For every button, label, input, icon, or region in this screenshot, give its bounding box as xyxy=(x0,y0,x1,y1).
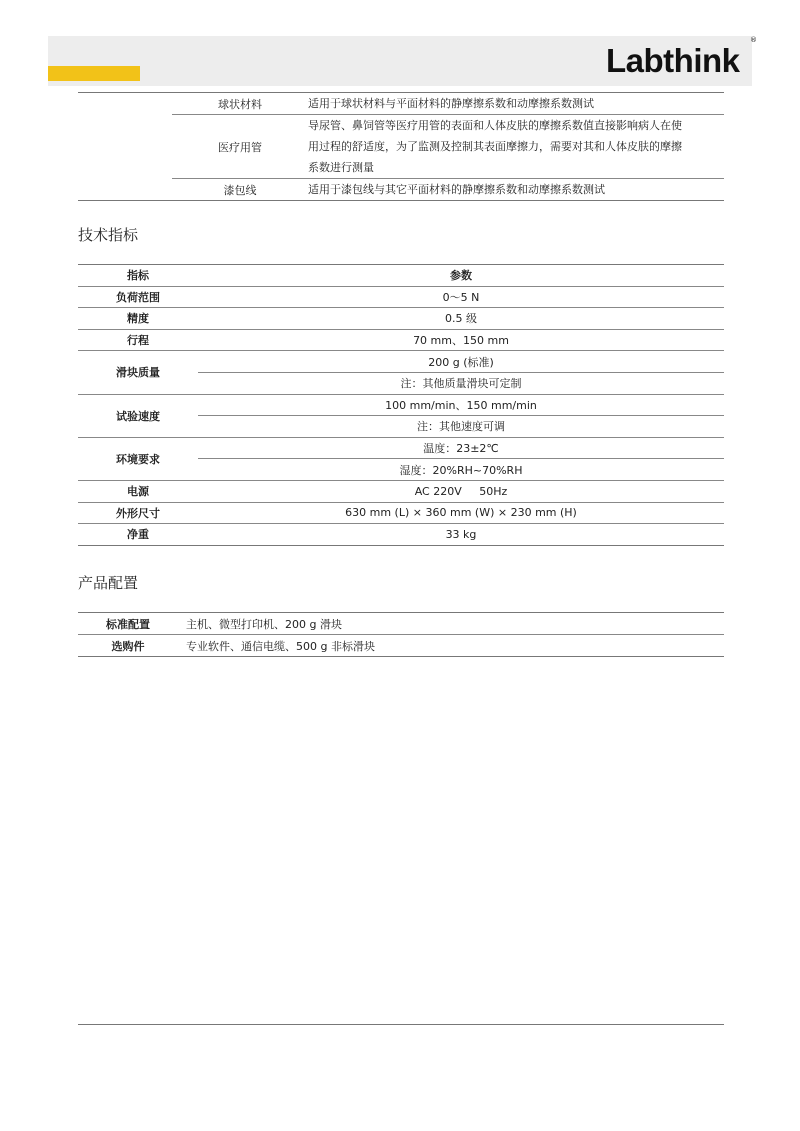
table-row: 选购件 专业软件、通信电缆、500 g 非标滑块 xyxy=(78,635,724,657)
accent-bar xyxy=(48,66,140,81)
table-row: 负荷范围 0～5 N xyxy=(78,286,724,308)
application-row xyxy=(78,93,724,115)
application-description: 适用于球状材料与平面材料的静摩擦系数和动摩擦系数测试 xyxy=(308,97,594,110)
table-subrow: 注：其他速度可调 xyxy=(78,416,724,438)
table-row: 滑块质量 200 g (标准) xyxy=(78,351,724,373)
table-row: 试验速度 100 mm/min、150 mm/min xyxy=(78,394,724,416)
application-category: 医疗用管 xyxy=(172,115,308,179)
brand-logo: Labthink xyxy=(606,42,740,79)
application-row xyxy=(78,115,724,179)
table-header-row xyxy=(78,265,724,287)
table-row: 标准配置 主机、微型打印机、200 g 滑块 xyxy=(106,617,342,631)
table-row: 精度 0.5 级 xyxy=(78,308,724,330)
config-table xyxy=(78,612,724,657)
application-table xyxy=(78,92,724,201)
spec-table xyxy=(78,264,724,546)
table-subrow: 注：其他质量滑块可定制 xyxy=(78,372,724,394)
column-header-value: 参数 xyxy=(450,269,472,283)
table-row: 净重 33 kg xyxy=(78,524,724,546)
application-row xyxy=(78,179,724,201)
specs-section-title: 技术指标 xyxy=(78,226,139,244)
table-row: 环境要求 温度：23±2℃ xyxy=(78,437,724,459)
table-row: 行程 70 mm、150 mm xyxy=(78,329,724,351)
footer-divider xyxy=(78,1024,724,1025)
table-row: 电源 AC 220V 50Hz xyxy=(78,480,724,502)
config-section-title: 产品配置 xyxy=(78,574,139,592)
application-description: 导尿管、鼻饲管等医疗用管的表面和人体皮肤的摩擦系数值直接影响病人在使 用过程的舒适度，为了监测及控制其表面摩擦力，需要对其和人体皮肤的摩擦 系数进行测量 xyxy=(308,115,724,179)
registered-mark: ® xyxy=(750,36,757,44)
application-category: 漆包线 xyxy=(172,179,308,201)
table-row: 外形尺寸 630 mm (L) × 360 mm (W) × 230 mm (H) xyxy=(78,502,724,524)
application-category: 球状材料 xyxy=(218,97,262,111)
column-header-label: 指标 xyxy=(127,269,149,283)
table-subrow: 湿度：20%RH~70%RH xyxy=(78,459,724,481)
application-description: 适用于漆包线与其它平面材料的静摩擦系数和动摩擦系数测试 xyxy=(308,179,724,201)
